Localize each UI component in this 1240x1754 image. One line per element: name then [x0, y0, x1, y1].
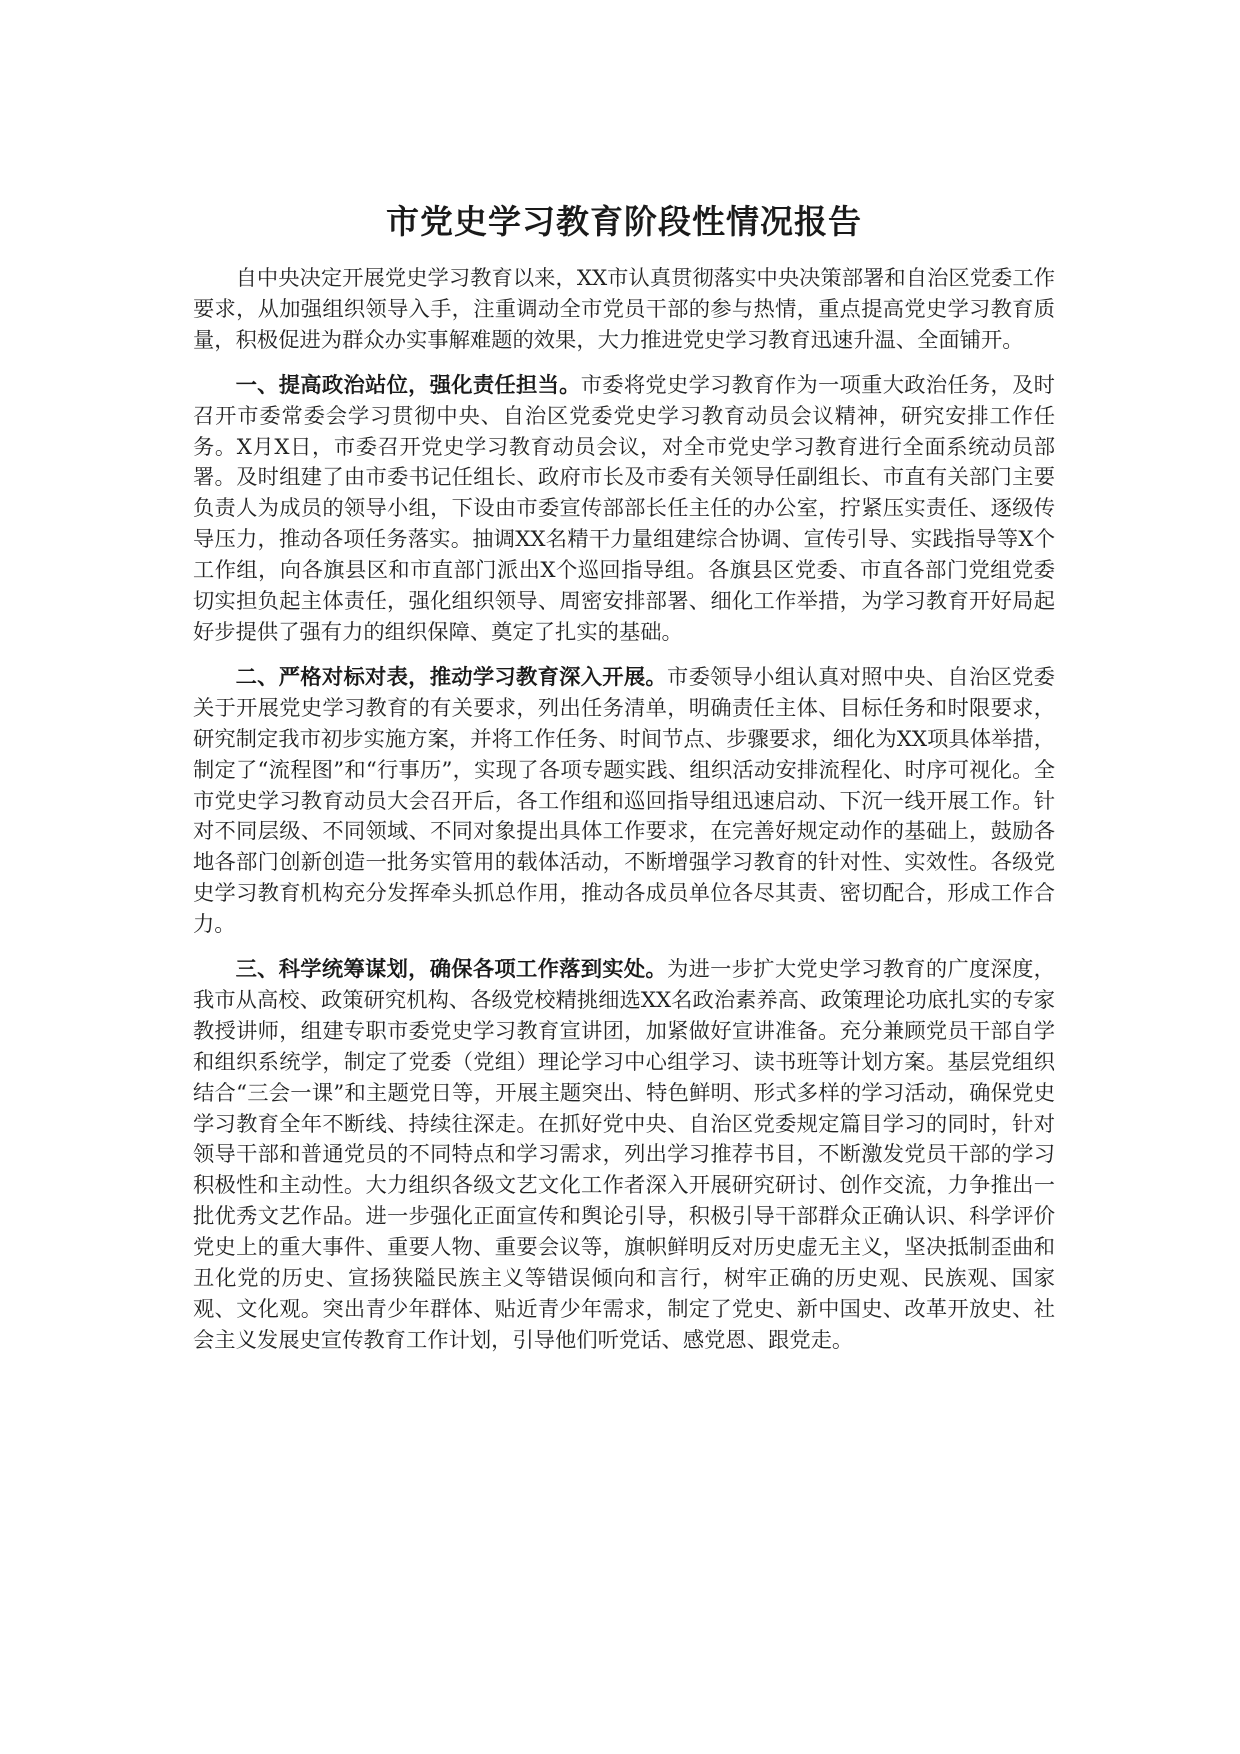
section-2-heading: 二、严格对标对表，推动学习教育深入开展。	[235, 664, 667, 690]
document-title: 市党史学习教育阶段性情况报告	[386, 202, 862, 241]
section-1-heading: 一、提高政治站位，强化责任担当。	[235, 372, 581, 398]
section-1-body: 市委将党史学习教育作为一项重大政治任务，及时召开市委常委会学习贯彻中央、自治区党委党史学习教育动员会议精神，研究安排工作任务。X月X日，市委召开党史学习教育动员会议，对全市党史学习教育进行全面系统动员部署。及时组建了由市委书记任组长、政府市长及市委有关领导任副组长、市直有关部门主要负责人为成员的领导小组，下设由市委宣传部部长任主任的办公室，拧紧压实责任、逐级传导压力，推动各项任务落实。抽调XX名精干力量组建综合协调、宣传引导、实践指导等X个工作组，向各旗县区和市直部门派出X个巡回指导组。各旗县区党委、市直各部门党组党委切实担负起主体责任，强化组织领导、周密安排部署、细化工作举措，为学习教育开好局起好步提供了强有力的组织保障、奠定了扎实的基础。	[193, 372, 1055, 645]
section-3-heading: 三、科学统筹谋划，确保各项工作落到实处。	[235, 957, 667, 983]
section-1-paragraph	[193, 371, 1055, 649]
section-3-body: 为进一步扩大党史学习教育的广度深度，我市从高校、政策研究机构、各级党校精挑细选XX名政治素养高、政策理论功底扎实的专家教授讲师，组建专职市委党史学习教育宣讲团，加紧做好宣讲准备。充分兼顾党员干部自学和组织系统学，制定了党委（党组）理论学习中心组学习、读书班等计划方案。基层党组织结合“三会一课”和主题党日等，开展主题突出、特色鲜明、形式多样的学习活动，确保党史学习教育全年不断线、持续往深走。在抓好党中央、自治区党委规定篇目学习的同时，针对领导干部和普通党员的不同特点和学习需求，列出学习推荐书目，不断激发党员干部的学习积极性和主动性。大力组织各级文艺文化工作者深入开展研究研讨、创作交流，力争推出一批优秀文艺作品。进一步强化正面宣传和舆论引导，积极引导干部群众正确认识、科学评价党史上的重大事件、重要人物、重要会议等，旗帜鲜明反对历史虚无主义，坚决抵制歪曲和丑化党的历史、宣扬狭隘民族主义等错误倾向和言行，树牢正确的历史观、民族观、国家观、文化观。突出青少年群体、贴近青少年需求，制定了党史、新中国史、改革开放史、社会主义发展史宣传教育工作计划，引导他们听党话、感党恩、跟党走。	[193, 957, 1055, 1353]
section-2-body: 市委领导小组认真对照中央、自治区党委关于开展党史学习教育的有关要求，列出任务清单，明确责任主体、目标任务和时限要求，研究制定我市初步实施方案，并将工作任务、时间节点、步骤要求，细化为XX项具体举措，制定了“流程图”和“行事历”，实现了各项专题实践、组织活动安排流程化、时序可视化。全市党史学习教育动员大会召开后，各工作组和巡回指导组迅速启动、下沉一线开展工作。针对不同层级、不同领域、不同对象提出具体工作要求，在完善好规定动作的基础上，鼓励各地各部门创新创造一批务实管用的载体活动，不断增强学习教育的针对性、实效性。各级党史学习教育机构充分发挥牵头抓总作用，推动各成员单位各尽其责、密切配合，形成工作合力。	[193, 664, 1055, 938]
section-3-paragraph	[193, 955, 1055, 1357]
section-2-paragraph	[193, 663, 1055, 941]
document-page	[193, 200, 1055, 1371]
intro-paragraph: 自中央决定开展党史学习教育以来，XX市认真贯彻落实中央决策部署和自治区党委工作要求，从加强组织领导入手，注重调动全市党员干部的参与热情，重点提高党史学习教育质量，积极促进为群众办实事解难题的效果，大力推进党史学习教育迅速升温、全面铺开。	[193, 266, 1055, 353]
